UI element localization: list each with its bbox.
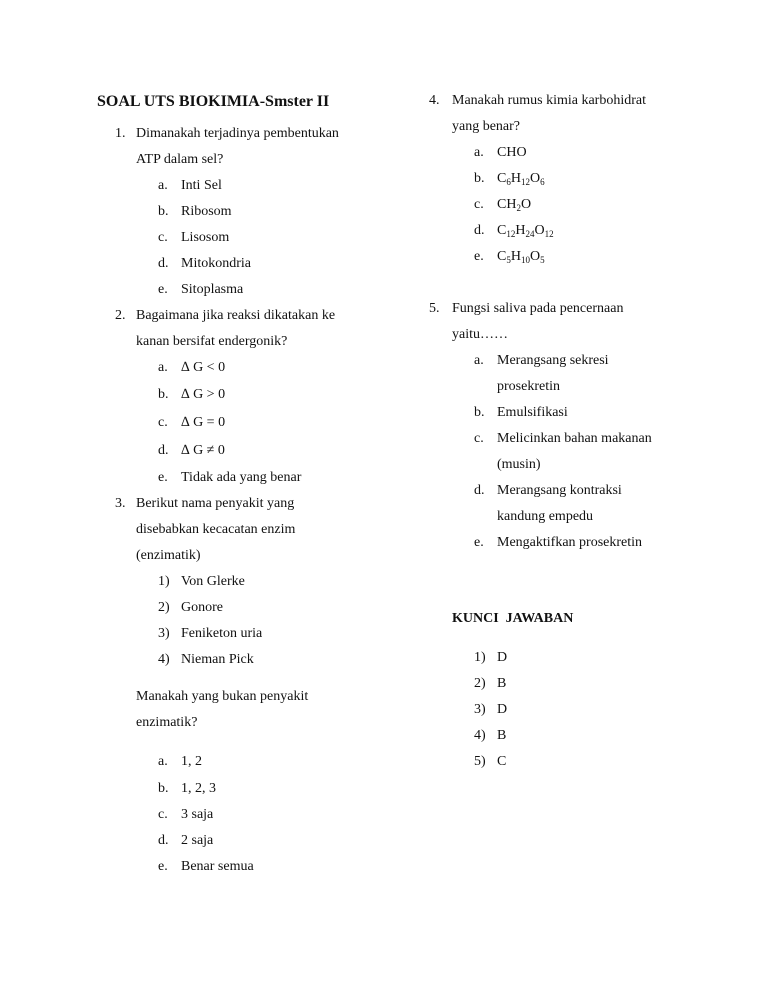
answer-2-number: 2) (474, 676, 486, 691)
q2-option-a-letter: a. (158, 360, 168, 375)
q3-item-4-number: 4) (158, 652, 170, 667)
q3-option-e-letter: e. (158, 859, 168, 874)
q4-option-e-letter: e. (474, 249, 484, 264)
q4-option-a-text: CHO (497, 145, 527, 160)
answer-3-number: 3) (474, 702, 486, 717)
answer-3-value: D (497, 702, 508, 717)
answer-4-number: 4) (474, 728, 486, 743)
q1-number: 1. (115, 126, 126, 141)
q3-option-b-letter: b. (158, 781, 169, 796)
q4-option-b-letter: b. (474, 171, 485, 186)
q1-option-a-text: Inti Sel (181, 178, 222, 193)
q4-option-b-formula: $C_6H_{12}O_6$ (497, 171, 545, 187)
q5-number: 5. (429, 301, 440, 316)
q4-option-c-letter: c. (474, 197, 484, 212)
q2-option-e-text: Tidak ada yang benar (181, 470, 302, 485)
q3-item-3-text: Feniketon uria (181, 626, 263, 641)
q3-item-1-text: Von Glerke (181, 574, 245, 589)
q3-text-line3: (enzimatik) (136, 548, 201, 563)
q3-item-2-number: 2) (158, 600, 170, 615)
q1-option-b-text: Ribosom (181, 204, 232, 219)
q5-option-e-letter: e. (474, 535, 484, 550)
q5-option-d-continuation: kandung empedu (497, 509, 594, 524)
q3-option-a-text: 1, 2 (181, 754, 202, 769)
q3-subquestion-line2: enzimatik? (136, 715, 198, 730)
q3-subquestion-line1: Manakah yang bukan penyakit (136, 689, 309, 704)
q3-option-e-text: Benar semua (181, 859, 254, 874)
q4-text-line2: yang benar? (452, 119, 521, 134)
q5-text-line1: Fungsi saliva pada pencernaan (452, 301, 624, 316)
q2-option-a-text: ∆ G < 0 (181, 360, 226, 375)
q3-option-d-letter: d. (158, 833, 169, 848)
q1-option-c-letter: c. (158, 230, 168, 245)
q5-option-e-text: Mengaktifkan prosekretin (497, 535, 643, 550)
q2-option-d-letter: d. (158, 443, 169, 458)
q4-option-c-formula: $CH_2O$ (497, 197, 532, 213)
page-title: SOAL UTS BIOKIMIA-Smster II (97, 93, 330, 110)
q4-option-a-letter: a. (474, 145, 484, 160)
q1-option-a-letter: a. (158, 178, 168, 193)
q2-option-b-text: ∆ G > 0 (181, 387, 226, 402)
q4-number: 4. (429, 93, 440, 108)
answer-1-value: D (497, 650, 508, 665)
answer-key-title: KUNCI JAWABAN (452, 611, 574, 626)
q4-option-d-letter: d. (474, 223, 485, 238)
q2-text-line2: kanan bersifat endergonik? (136, 334, 288, 349)
q3-item-4-text: Nieman Pick (181, 652, 254, 667)
q1-option-d-text: Mitokondria (181, 256, 251, 271)
answer-5-value: C (497, 754, 507, 769)
q3-option-c-text: 3 saja (181, 807, 214, 822)
q5-option-a-continuation: prosekretin (497, 379, 560, 394)
q3-item-1-number: 1) (158, 574, 170, 589)
q3-item-3-number: 3) (158, 626, 170, 641)
q3-option-c-letter: c. (158, 807, 168, 822)
q2-number: 2. (115, 308, 126, 323)
answer-2-value: B (497, 676, 507, 691)
q1-option-c-text: Lisosom (181, 230, 230, 245)
q1-option-d-letter: d. (158, 256, 169, 271)
q3-option-b-text: 1, 2, 3 (181, 781, 216, 796)
q4-option-e-formula: $C_5H_{10}O_5$ (497, 249, 545, 265)
q3-text-line1: Berikut nama penyakit yang (136, 496, 295, 511)
answer-4-value: B (497, 728, 507, 743)
q2-text-line1: Bagaimana jika reaksi dikatakan ke (136, 308, 336, 323)
q3-number: 3. (115, 496, 126, 511)
q3-text-line2: disebabkan kecacatan enzim (136, 522, 296, 537)
answer-1-number: 1) (474, 650, 486, 665)
q5-option-b-letter: b. (474, 405, 485, 420)
q2-option-d-text: ∆ G ≠ 0 (181, 443, 225, 458)
q5-option-b-text: Emulsifikasi (497, 405, 568, 420)
q5-option-d-text: Merangsang kontraksi (497, 483, 622, 498)
q5-option-a-letter: a. (474, 353, 484, 368)
q2-option-c-letter: c. (158, 415, 168, 430)
q5-option-a-text: Merangsang sekresi (497, 353, 609, 368)
q3-option-d-text: 2 saja (181, 833, 214, 848)
q4-text-line1: Manakah rumus kimia karbohidrat (452, 93, 647, 108)
q3-item-2-text: Gonore (181, 600, 223, 615)
q5-option-c-letter: c. (474, 431, 484, 446)
q1-text-line2: ATP dalam sel? (136, 152, 224, 167)
q5-option-c-text: Melicinkan bahan makanan (497, 431, 652, 446)
q3-option-a-letter: a. (158, 754, 168, 769)
q5-text-line2: yaitu…… (452, 327, 508, 342)
q2-option-b-letter: b. (158, 387, 169, 402)
q2-option-c-text: ∆ G = 0 (181, 415, 226, 430)
q2-option-e-letter: e. (158, 470, 168, 485)
answer-5-number: 5) (474, 754, 486, 769)
q1-option-b-letter: b. (158, 204, 169, 219)
q5-option-c-continuation: (musin) (497, 457, 541, 472)
q1-option-e-text: Sitoplasma (181, 282, 244, 297)
q1-option-e-letter: e. (158, 282, 168, 297)
q4-option-d-formula: $C_{12}H_{24}O_{12}$ (497, 223, 554, 239)
q1-text-line1: Dimanakah terjadinya pembentukan (136, 126, 339, 141)
q5-option-d-letter: d. (474, 483, 485, 498)
